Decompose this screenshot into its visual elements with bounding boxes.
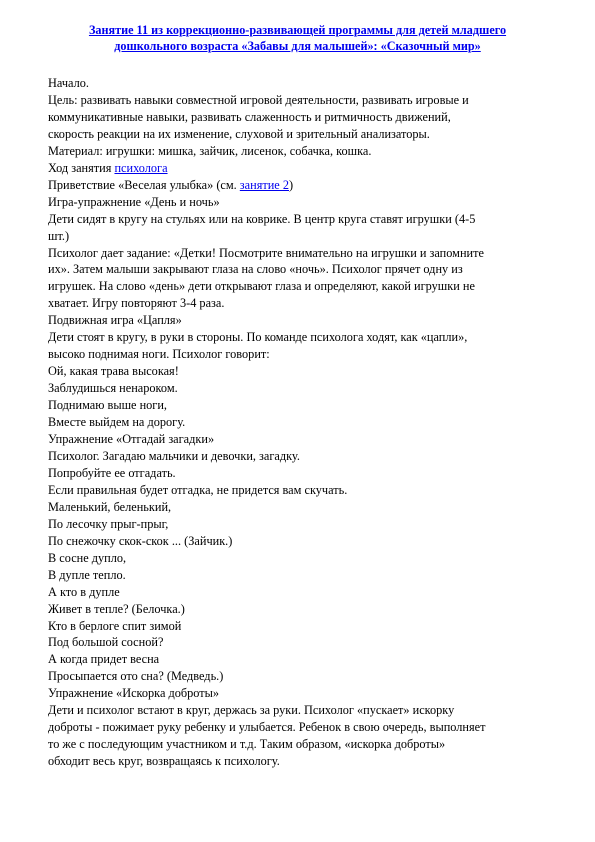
text-line: Подвижная игра «Цапля» [48, 313, 182, 328]
text-line: Дети и психолог встают в круг, держась за руки. Психолог «пускает» искорку [48, 703, 455, 718]
text-line: Дети стоят в кругу, в руки в стороны. По команде психолога ходят, как «цапли», [48, 330, 468, 345]
text-line: то же с последующим участником и т.д. Таким образом, «искорка доброты» [48, 737, 446, 752]
text-line: Кто в берлоге спит зимой [48, 618, 182, 633]
text-line: Маленький, беленький, [48, 499, 172, 514]
text-line: Попробуйте ее отгадать. [48, 465, 176, 480]
text-line: Живет в тепле? (Белочка.) [48, 601, 185, 616]
text-line: Вместе выйдем на дорогу. [48, 415, 186, 430]
text-line: Психолог дает задание: «Детки! Посмотрите внимательно на игрушки и запомните [48, 245, 484, 260]
text-line: А когда придет весна [48, 652, 160, 667]
text-line: Просыпается ото сна? (Медведь.) [48, 669, 224, 684]
text-line: коммуникативные навыки, развивать слаженность и ритмичность движений, [48, 109, 451, 124]
text-line [48, 160, 560, 177]
text-line: Под большой сосной? [48, 635, 164, 650]
text-line: высоко поднимая ноги. Психолог говорит: [48, 347, 270, 362]
text-line [48, 177, 560, 194]
text-line: Материал: игрушки: мишка, зайчик, лисенок, собачка, кошка. [48, 143, 372, 158]
text-line: В дупле тепло. [48, 567, 126, 582]
text-line: обходит весь круг, возвращаясь к психологу. [48, 754, 280, 769]
text-line: По лесочку прыг-прыг, [48, 516, 169, 531]
text-segment: Ход занятия [48, 160, 115, 175]
text-line: их». Затем малыши закрывают глаза на слово «ночь». Психолог прячет одну из [48, 262, 463, 277]
text-line: А кто в дупле [48, 584, 120, 599]
text-line: По снежочку скок-скок ... (Зайчик.) [48, 533, 233, 548]
text-line: Цель: развивать навыки совместной игровой деятельности, развивать игровые и [48, 92, 469, 107]
text-line: скорость реакции на их изменение, слуховой и зрительный анализаторы. [48, 126, 430, 141]
text-line: Психолог. Загадаю мальчики и девочки, загадку. [48, 448, 300, 463]
text-segment: Приветствие «Веселая улыбка» (см. [48, 177, 240, 192]
text-line: хватает. Игру повторяют 3-4 раза. [48, 296, 225, 311]
title-line-1[interactable]: Занятие 11 из коррекционно-развивающей программы для детей младшего [88, 23, 507, 37]
text-line: В сосне дупло, [48, 550, 127, 565]
text-line: Дети сидят в кругу на стульях или на коврике. В центр круга ставят игрушки (4-5 [48, 211, 476, 226]
title-line-2[interactable]: дошкольного возраста «Забавы для малышей»: «Сказочный мир» [114, 39, 481, 53]
text-line: Поднимаю выше ноги, [48, 398, 168, 413]
inline-link[interactable]: психолога [114, 160, 168, 175]
text-line: шт.) [48, 228, 70, 243]
document-title-link[interactable] [40, 22, 555, 54]
text-line: Упражнение «Отгадай загадки» [48, 432, 215, 447]
text-line: Начало. [48, 76, 89, 90]
inline-link[interactable]: занятие 2 [239, 177, 289, 192]
document-body [48, 75, 560, 770]
text-line: Ой, какая трава высокая! [48, 364, 179, 379]
text-line: Заблудишься ненароком. [48, 381, 178, 396]
text-line: Если правильная будет отгадка, не придется вам скучать. [48, 482, 348, 497]
text-segment: ) [289, 177, 294, 192]
text-line: доброты - пожимает руку ребенку и улыбается. Ребенок в свою очередь, выполняет [48, 720, 486, 735]
text-line: Игра-упражнение «День и ночь» [48, 194, 220, 209]
text-line: Упражнение «Искорка доброты» [48, 686, 220, 701]
text-line: игрушек. На слово «день» дети открывают глаза и определяют, какой игрушки не [48, 279, 475, 294]
